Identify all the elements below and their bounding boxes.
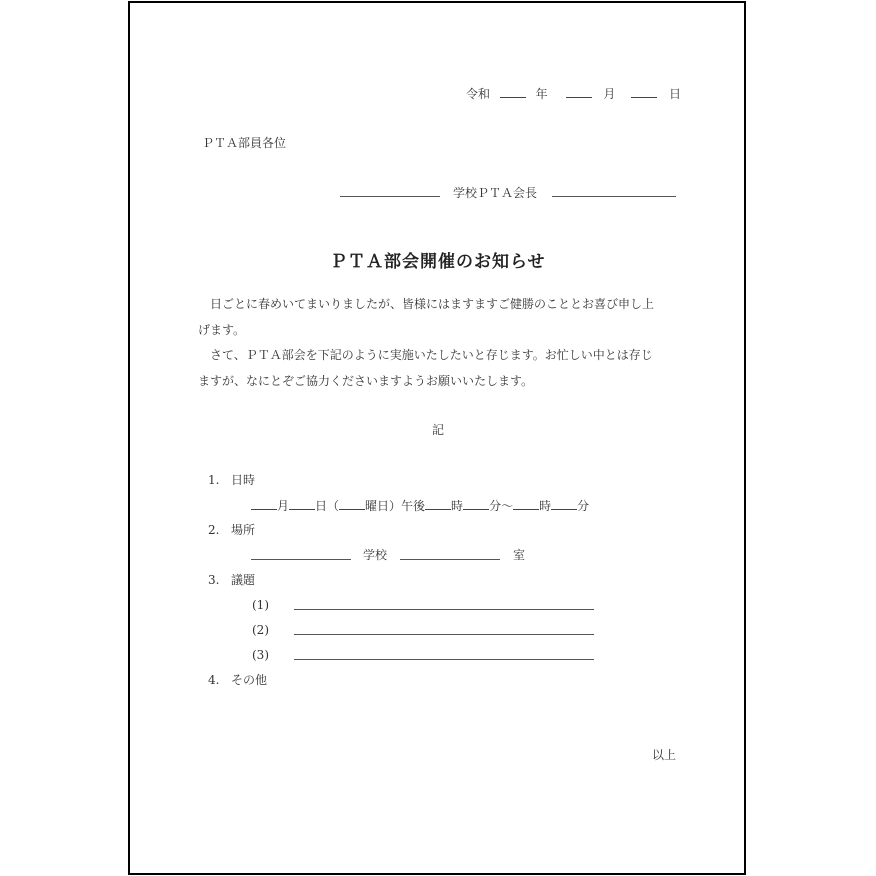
agenda-1-label: (1) (252, 598, 269, 612)
place-school-blank[interactable] (251, 559, 351, 560)
document-title: ＰＴＡ部会開催のお知らせ (330, 252, 546, 272)
ki-marker: 記 (432, 423, 445, 437)
item2-number: 2. (208, 523, 220, 537)
year-blank[interactable] (500, 85, 526, 98)
body-p2-line1: さて、ＰＴＡ部会を下記のように実施いたしたいと存じます。お忙しい中とは存じ (210, 348, 653, 362)
agenda-2-blank[interactable] (294, 634, 594, 635)
dt-minute2: 分 (577, 499, 590, 513)
body-p2-line2: ますが、なにとぞご協力くださいますようお願いいたします。 (198, 374, 534, 388)
dt-hour2-blank[interactable] (513, 497, 539, 510)
day-blank[interactable] (631, 85, 657, 98)
dt-weekday: 曜日）午後 (365, 499, 426, 513)
body-p1-line1: 日ごとに春めいてまいりましたが、皆様にはますますご健勝のこととお喜び申し上 (210, 297, 655, 311)
item2-label: 場所 (231, 523, 256, 537)
dt-weekday-blank[interactable] (339, 497, 365, 510)
body-p1-line2: げます。 (198, 323, 246, 337)
president-name-blank[interactable] (552, 196, 676, 197)
datetime-line (251, 497, 589, 514)
dt-month: 月 (277, 499, 290, 513)
addressee: ＰＴＡ部員各位 (202, 136, 287, 150)
agenda-2-label: (2) (252, 623, 269, 637)
agenda-1-blank[interactable] (294, 609, 594, 610)
place-room-blank[interactable] (400, 559, 500, 560)
agenda-3-label: (3) (252, 648, 269, 662)
date-year: 年 (535, 87, 548, 101)
item3-label: 議題 (231, 573, 256, 587)
dt-minute1: 分～ (489, 499, 514, 513)
closing: 以上 (652, 748, 677, 762)
date-day: 日 (669, 87, 682, 101)
month-blank[interactable] (566, 85, 592, 98)
dt-hour1: 時 (451, 499, 464, 513)
document-page (128, 1, 746, 875)
date-month: 月 (603, 87, 616, 101)
school-name-blank[interactable] (340, 196, 440, 197)
agenda-3-blank[interactable] (294, 659, 594, 660)
place-school-label: 学校 (363, 548, 388, 562)
dt-day-blank[interactable] (289, 497, 315, 510)
item4-number: 4. (208, 673, 220, 687)
dt-hour2: 時 (539, 499, 552, 513)
item1-label: 日時 (231, 473, 256, 487)
dt-month-blank[interactable] (251, 497, 277, 510)
place-room-label: 室 (513, 548, 526, 562)
dt-hour1-blank[interactable] (425, 497, 451, 510)
item3-number: 3. (208, 573, 220, 587)
item4-label: その他 (231, 673, 268, 687)
dt-minute1-blank[interactable] (463, 497, 489, 510)
dt-minute2-blank[interactable] (551, 497, 577, 510)
dt-day: 日（ (315, 499, 340, 513)
date-line (466, 85, 681, 102)
item1-number: 1. (208, 473, 220, 487)
sender-label: 学校ＰＴＡ会長 (453, 186, 538, 200)
date-era: 令和 (466, 87, 491, 101)
